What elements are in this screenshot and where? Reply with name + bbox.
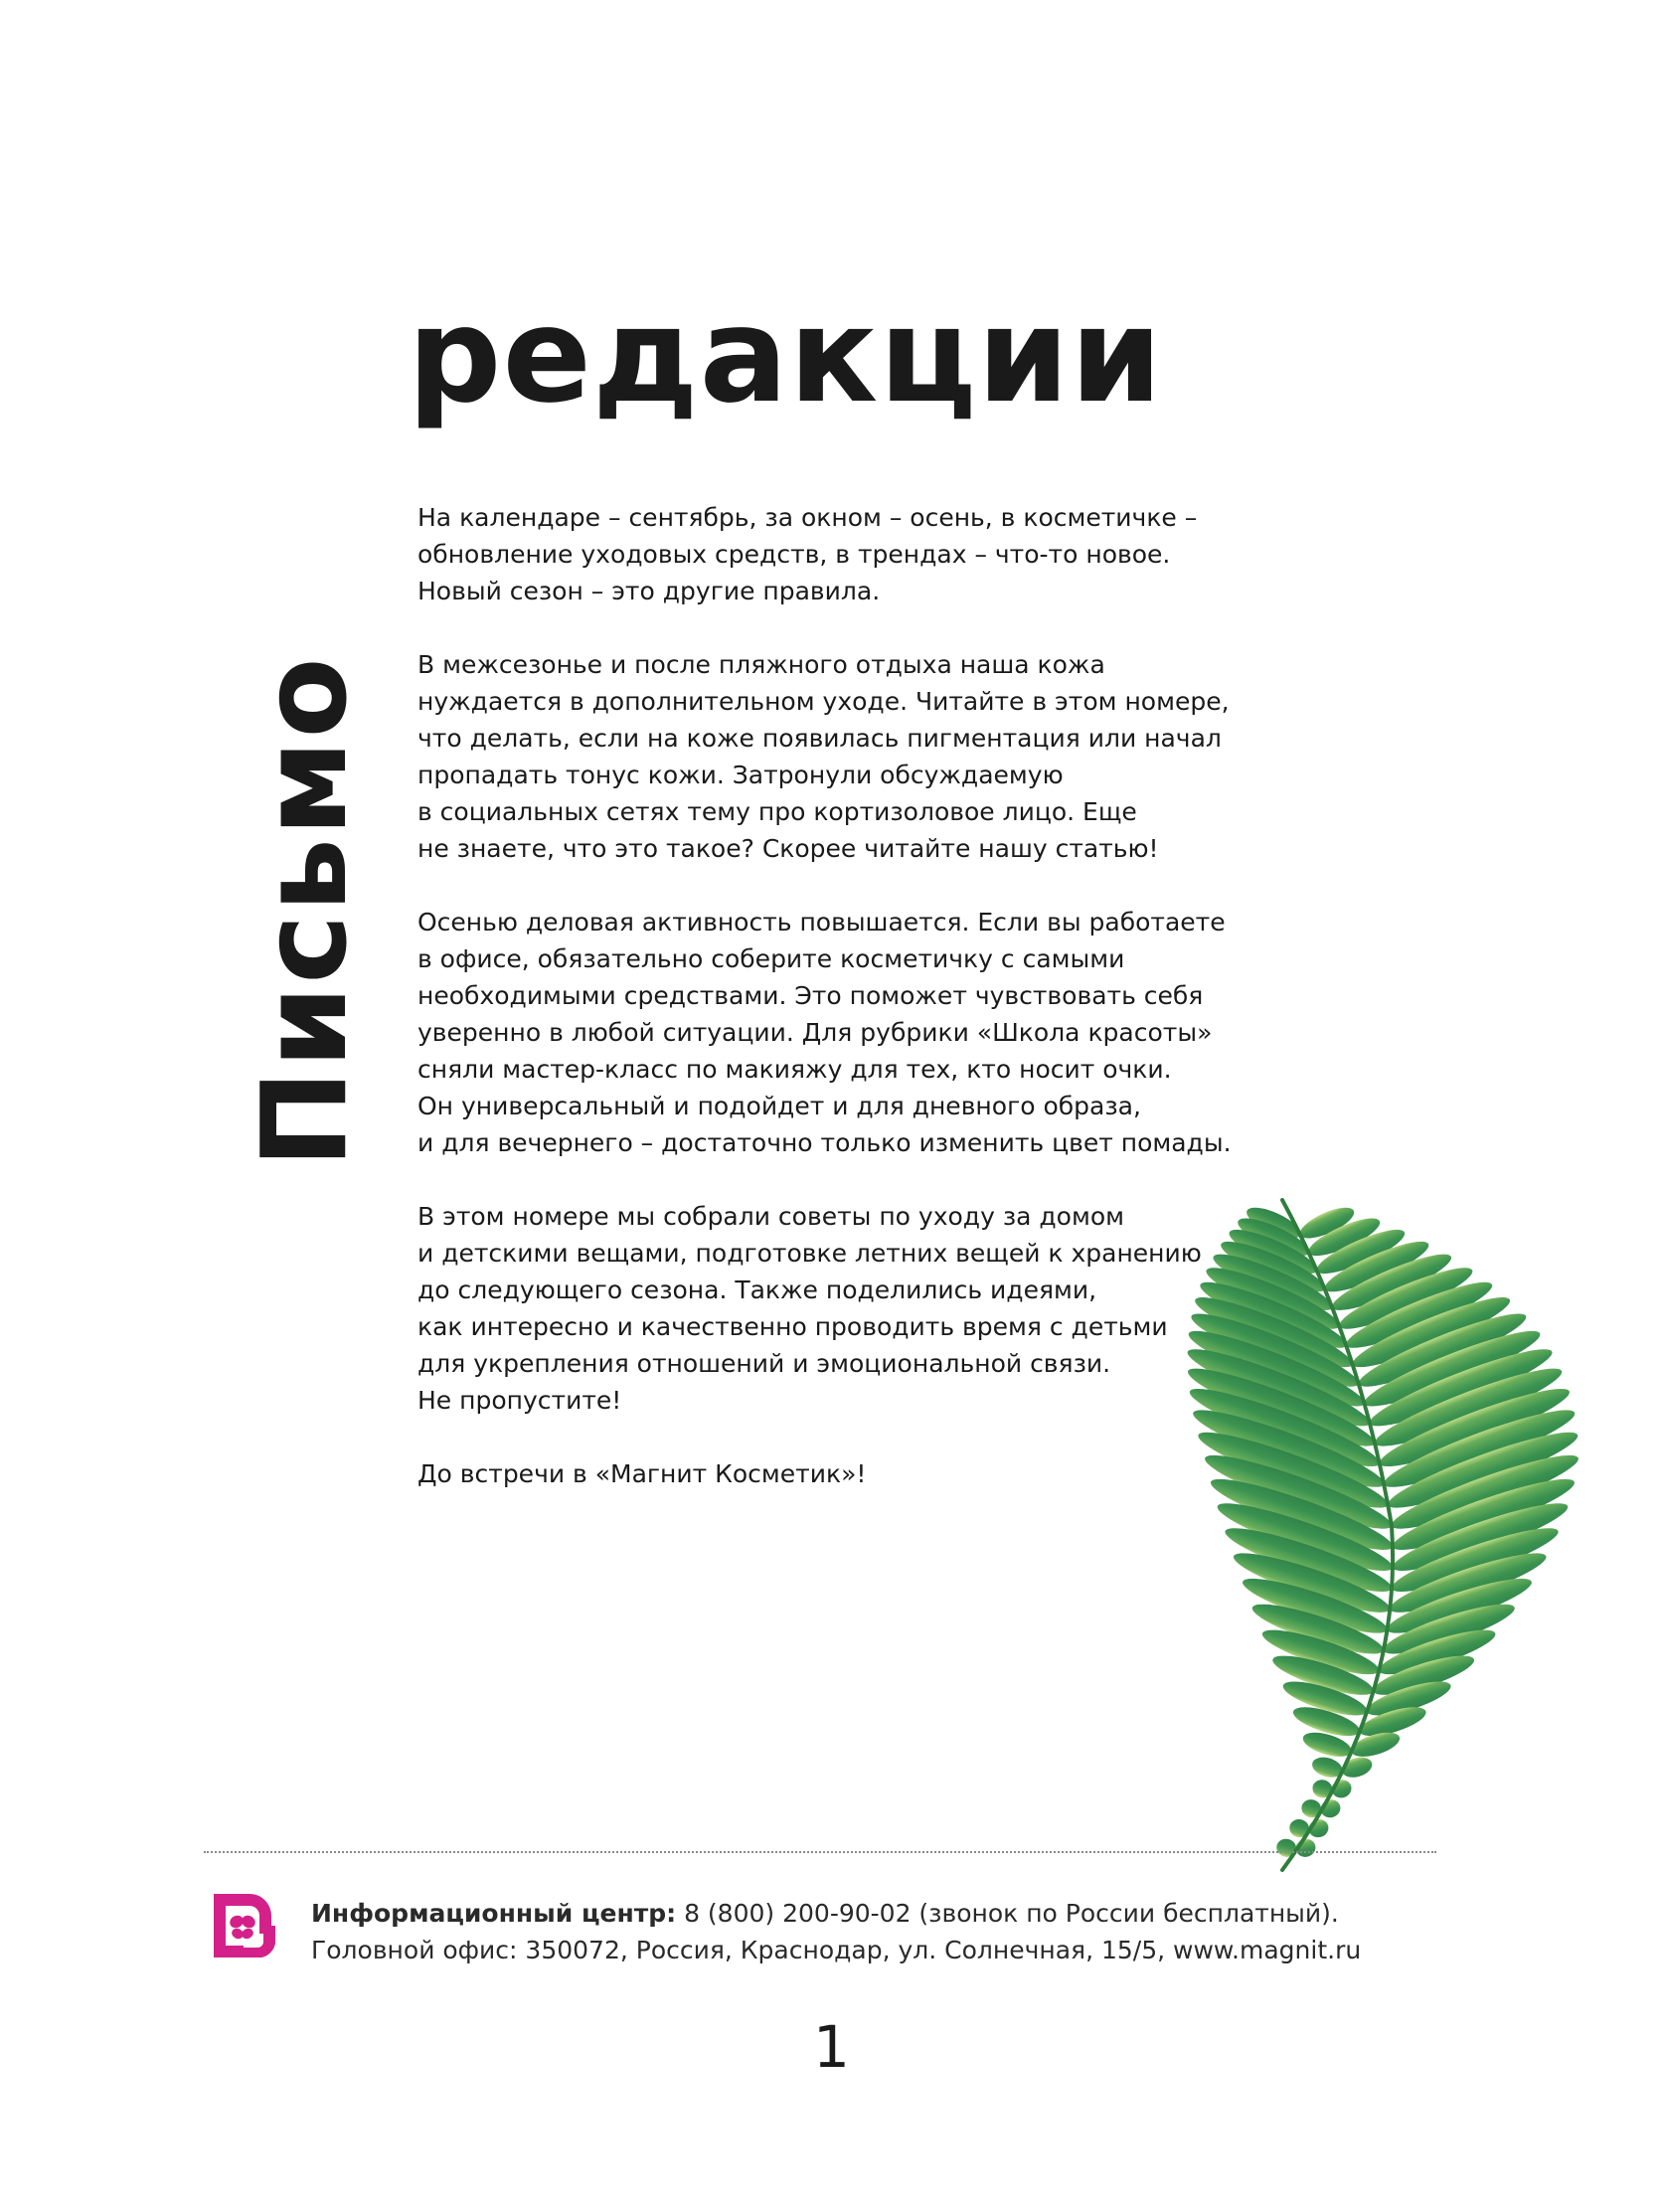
fern-leaf-illustration xyxy=(1143,1198,1580,1874)
title-horizontal: редакции xyxy=(408,279,1164,432)
info-center-phone: 8 (800) 200-90-02 (звонок по России бесплатный). xyxy=(676,1899,1339,1928)
info-center-label: Информационный центр: xyxy=(311,1899,677,1928)
footer-divider xyxy=(204,1851,1436,1853)
paragraph-2: В межсезонье и после пляжного отдыха наша кожа нуждается в дополнительном уходе. Читайте в этом номере, что делать, если на коже появилась пигментация или начал пропадать тонус кожи. Затронули обсуждаемую в социальных сетях тему про кортизоловое лицо. Еще не знаете, что это такое? Скорее читайте нашу статью! xyxy=(417,650,1230,863)
magnit-cosmetic-logo-icon xyxy=(204,1886,281,1965)
footer-contacts xyxy=(311,1895,1361,1968)
paragraph-closing: До встречи в «Магнит Косметик»! xyxy=(417,1459,867,1488)
info-center-line xyxy=(311,1895,1361,1932)
head-office-address: Головной офис: 350072, Россия, Краснодар, ул. Солнечная, 15/5, www.magnit.ru xyxy=(311,1936,1362,1964)
paragraph-3: Осенью деловая активность повышается. Если вы работаете в офисе, обязательно соберите косметичку с самыми необходимыми средствами. Это поможет чувствовать себя уверенно в любой ситуации. Для рубрики «Школа красоты» сняли мастер-класс по макияжу для тех, кто носит очки. Он универсальный и подойдет и для дневного образа, и для вечернего – достаточно только изменить цвет помады. xyxy=(417,908,1232,1157)
title-vertical: Письмо xyxy=(236,655,373,1168)
paragraph-1: На календаре – сентябрь, за окном – осень, в косметичке – обновление уходовых средств, в трендах – что-то новое. Новый сезон – это другие правила. xyxy=(417,503,1198,605)
page-number: 1 xyxy=(813,2013,850,2081)
paragraph-4: В этом номере мы собрали советы по уходу за домом и детскими вещами, подготовке летних вещей к хранению до следующего сезона. Также поделились идеями, как интересно и качественно проводить время с детьми для укрепления отношений и эмоциональной связи. Не пропустите! xyxy=(417,1202,1202,1415)
